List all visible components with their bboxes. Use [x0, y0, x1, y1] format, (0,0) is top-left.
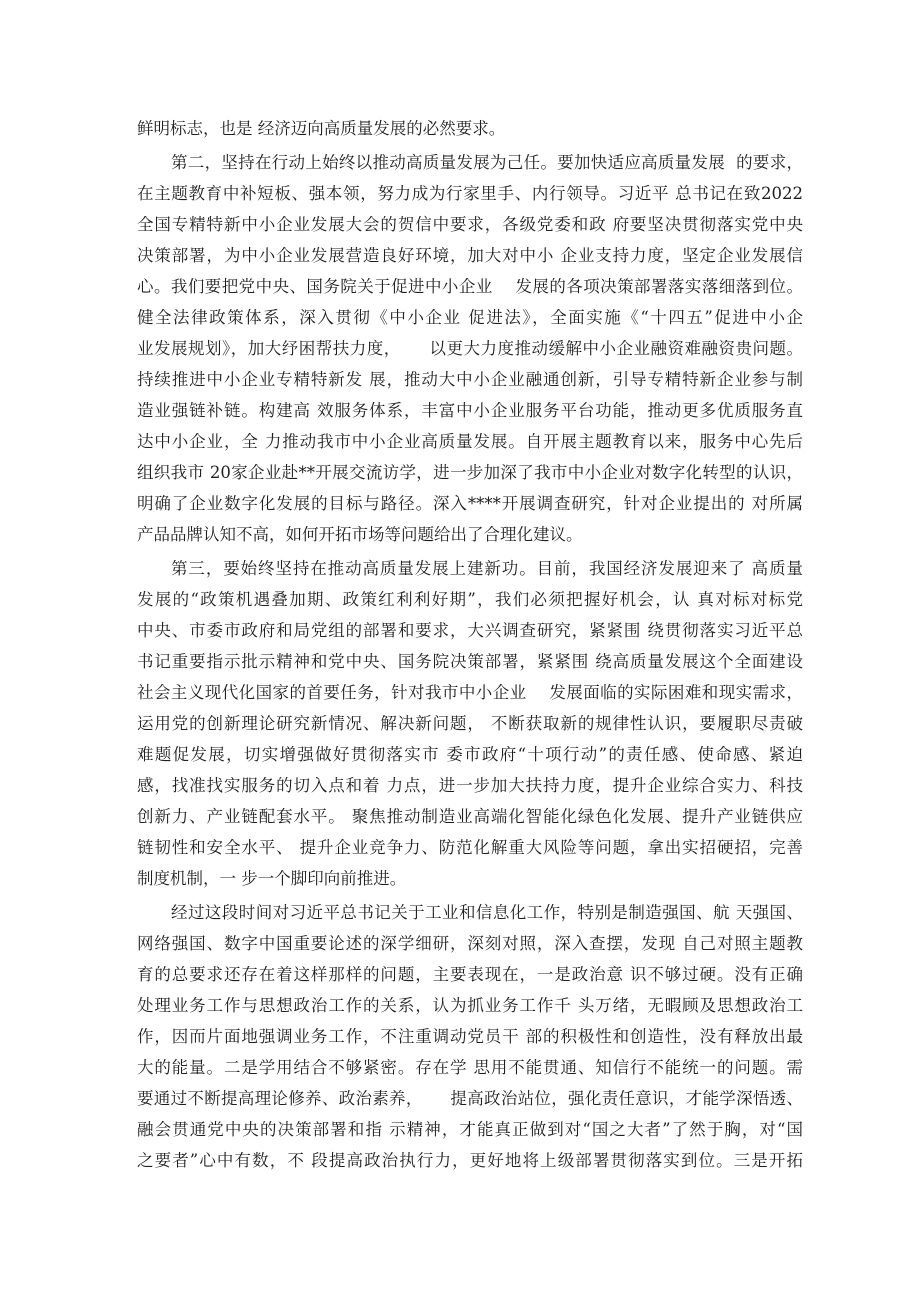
- text-line: 全国专精特新中小企业发展大会的贺信中要求，各级党委和政 府要坚决贯彻落实党中央: [137, 215, 803, 234]
- text-line: 在主题教育中补短板、强本领，努力成为行家里手、内行领导。习近平 总书记在致2022: [137, 184, 803, 203]
- text-line: 经过这段时间对习近平总书记关于工业和信息化工作，特别是制造强国、航 天强国、: [171, 903, 803, 922]
- text-line: 第二，坚持在行动上始终以推动高质量发展为己任。要加快适应高质量发展 的要求，: [171, 153, 803, 172]
- text-line: 难题促发展，切实增强做好贯彻落实市 委市政府“十项行动”的责任感、使命感、紧迫: [137, 745, 803, 764]
- text-line: 产品品牌认知不高，如何开拓市场等问题给出了合理化建议。: [137, 525, 583, 544]
- paragraph: [137, 553, 803, 894]
- text-line: 明确了企业数字化发展的目标与路径。深入****开展调查研究，针对企业提出的 对所属: [137, 494, 803, 513]
- text-line: 运用党的创新理论研究新情况、解决新问题， 不断获取新的规律性认识，要履职尽责破: [137, 714, 803, 733]
- text-line: 育的总要求还存在着这样那样的问题，主要表现在，一是政治意 识不够过硬。没有正确: [137, 965, 803, 984]
- text-line: 大的能量。二是学用结合不够紧密。存在学 思用不能贯通、知信行不能统一的问题。需: [137, 1058, 803, 1077]
- text-line: 发展的“政策机遇叠加期、政策红利利好期”，我们必须把握好机会，认 真对标对标党: [137, 590, 803, 609]
- text-line: 第三，要始终坚持在推动高质量发展上建新功。目前，我国经济发展迎来了 高质量: [171, 559, 803, 578]
- text-line: 感，找准找实服务的切入点和着 力点，进一步加大扶持力度，提升企业综合实力、科技: [137, 776, 803, 795]
- text-line: 鲜明标志，也是 经济迈向高质量发展的必然要求。: [137, 119, 506, 138]
- text-line: 处理业务工作与思想政治工作的关系，认为抓业务工作千 头万绪，无暇顾及思想政治工: [137, 996, 803, 1015]
- text-line: 要通过不断提高理论修养、政治素养， 提高政治站位，强化责任意识，才能学深悟透、: [137, 1089, 803, 1108]
- paragraph: [137, 113, 803, 144]
- paragraph: [137, 897, 803, 1176]
- text-line: 创新力、产业链配套水平。 聚焦推动制造业高端化智能化绿色化发展、提升产业链供应: [137, 807, 803, 826]
- text-line: 业发展规划》，加大纾困帮扶力度， 以更大力度推动缓解中小企业融资难融资贵问题。: [137, 339, 803, 358]
- text-line: 制度机制，一 步一个脚印向前推进。: [137, 869, 407, 888]
- text-line: 作，因而片面地强调业务工作，不注重调动党员干 部的积极性和创造性，没有释放出最: [137, 1027, 803, 1046]
- text-line: 心。我们要把党中央、国务院关于促进中小企业 发展的各项决策部署落实落细落到位。: [137, 277, 803, 296]
- text-line: 链韧性和安全水平、 提升企业竞争力、防范化解重大风险等问题，拿出实招硬招，完善: [137, 838, 803, 857]
- text-line: 达中小企业，全 力推动我市中小企业高质量发展。自开展主题教育以来，服务中心先后: [137, 432, 803, 451]
- text-line: 之要者”心中有数，不 段提高政治执行力，更好地将上级部署贯彻落实到位。三是开拓: [137, 1151, 803, 1170]
- text-line: 决策部署，为中小企业发展营造良好环境，加大对中小 企业支持力度，坚定企业发展信: [137, 246, 803, 265]
- text-line: 书记重要指示批示精神和党中央、国务院决策部署，紧紧围 绕高质量发展这个全面建设: [137, 652, 803, 671]
- text-line: 中央、市委市政府和局党组的部署和要求，大兴调查研究，紧紧围 绕贯彻落实习近平总: [137, 621, 803, 640]
- text-line: 网络强国、数字中国重要论述的深学细研，深刻对照，深入查摆，发现 自己对照主题教: [137, 934, 803, 953]
- document-body: [137, 113, 803, 1179]
- text-line: 健全法律政策体系，深入贯彻《中小企业 促进法》，全面实施《“十四五”促进中小企: [137, 308, 803, 327]
- text-line: 造业强链补链。构建高 效服务体系，丰富中小企业服务平台功能，推动更多优质服务直: [137, 401, 803, 420]
- text-line: 融会贯通党中央的决策部署和指 示精神，才能真正做到对“国之大者”了然于胸，对“国: [137, 1120, 803, 1139]
- text-line: 持续推进中小企业专精特新发 展，推动大中小企业融通创新，引导专精特新企业参与制: [137, 370, 803, 389]
- text-line: 社会主义现代化国家的首要任务，针对我市中小企业 发展面临的实际困难和现实需求，: [137, 683, 803, 702]
- text-line: 组织我市 20家企业赴**开展交流访学，进一步加深了我市中小企业对数字化转型的认识，: [137, 463, 803, 482]
- paragraph: [137, 147, 803, 550]
